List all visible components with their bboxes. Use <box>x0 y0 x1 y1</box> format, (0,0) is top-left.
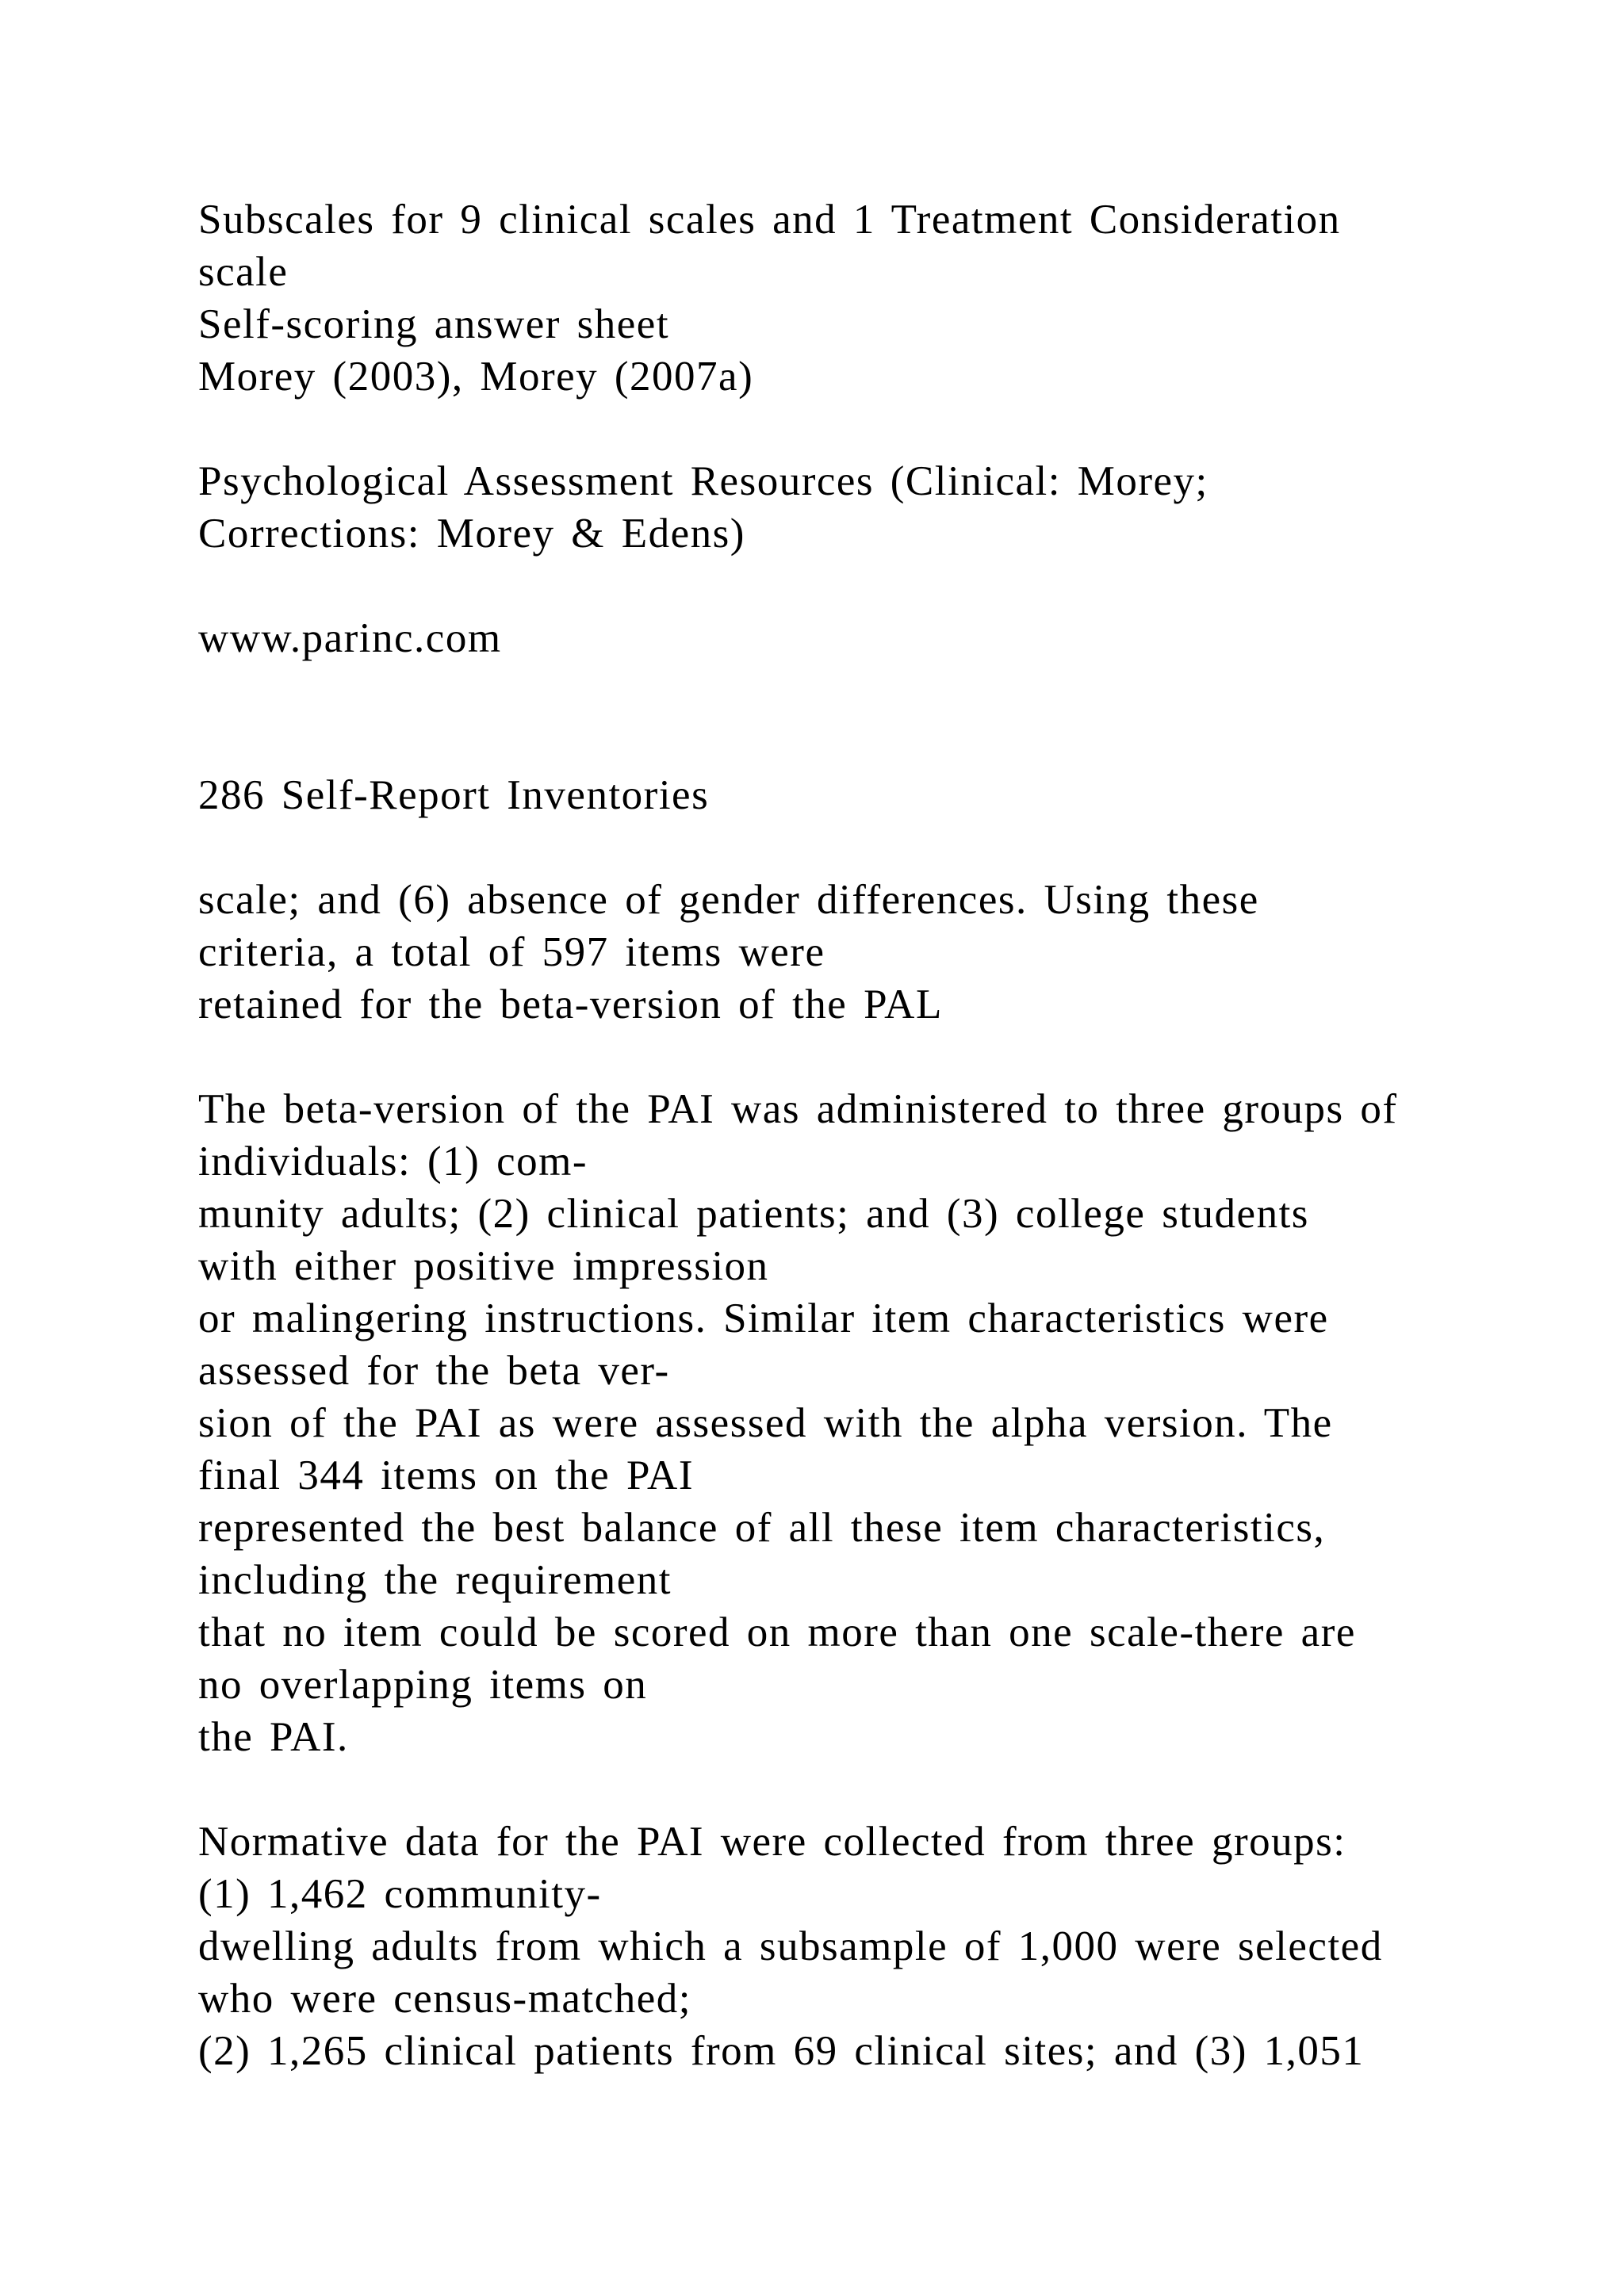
paragraph-line: final 344 items on the PAI <box>198 1452 694 1498</box>
paragraph-line: including the requirement <box>198 1557 672 1603</box>
spacer <box>198 1031 1546 1083</box>
spacer <box>198 821 1546 874</box>
publisher-line: Corrections: Morey & Edens) <box>198 511 745 557</box>
paragraph-line: who were census-matched; <box>198 1976 691 2022</box>
intro-line: scale <box>198 249 289 295</box>
paragraph-line: the PAI. <box>198 1714 349 1760</box>
intro-line: Subscales for 9 clinical scales and 1 Treatment Consideration <box>198 197 1341 243</box>
paragraph-line: Normative data for the PAI were collected from three groups: <box>198 1819 1346 1865</box>
paragraph-line: or malingering instructions. Similar item characteristics were <box>198 1295 1329 1341</box>
paragraph-line: sion of the PAI as were assessed with the alpha version. The <box>198 1400 1333 1446</box>
paragraph-line: The beta-version of the PAI was administered to three groups of <box>198 1086 1398 1132</box>
website-text: www.parinc.com <box>198 615 502 661</box>
paragraph-line: no overlapping items on <box>198 1662 648 1708</box>
paragraph-line: dwelling adults from which a subsample of 1,000 were selected <box>198 1923 1383 1969</box>
paragraph-line: munity adults; (2) clinical patients; and (3) college students <box>198 1191 1309 1237</box>
paragraph-line: represented the best balance of all these item characteristics, <box>198 1505 1326 1551</box>
paragraph-line: (2) 1,265 clinical patients from 69 clinical sites; and (3) 1,051 <box>198 2028 1365 2074</box>
spacer <box>198 664 1546 769</box>
page-header: 286 Self-Report Inventories <box>198 772 710 818</box>
paragraph-line: scale; and (6) absence of gender differences. Using these <box>198 877 1259 923</box>
paragraph-line: individuals: (1) com- <box>198 1138 588 1184</box>
paragraph-line: (1) 1,462 community- <box>198 1871 602 1917</box>
document-body <box>198 193 1546 2077</box>
spacer <box>198 1763 1546 1816</box>
paragraph-line: criteria, a total of 597 items were <box>198 929 825 975</box>
paragraph-line: with either positive impression <box>198 1243 769 1289</box>
spacer <box>198 560 1546 612</box>
spacer <box>198 403 1546 455</box>
intro-line: Morey (2003), Morey (2007a) <box>198 354 754 400</box>
intro-line: Self-scoring answer sheet <box>198 301 670 347</box>
paragraph-line: retained for the beta-version of the PAL <box>198 982 943 1027</box>
paragraph-line: that no item could be scored on more than one scale-there are <box>198 1609 1356 1655</box>
paragraph-line: assessed for the beta ver- <box>198 1348 670 1394</box>
publisher-line: Psychological Assessment Resources (Clinical: Morey; <box>198 458 1208 504</box>
